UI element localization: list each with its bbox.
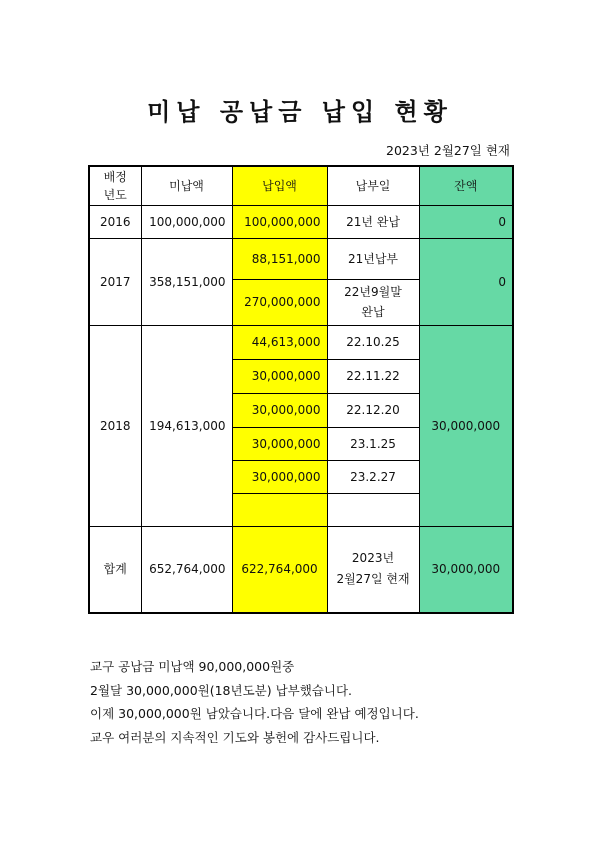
- pay-date-cell: 21년 완납: [327, 206, 419, 239]
- note-line: 교우 여러분의 지속적인 기도와 봉헌에 감사드립니다.: [90, 729, 380, 745]
- balance-cell: 30,000,000: [419, 326, 513, 527]
- total-label: 합계: [89, 527, 141, 613]
- table-row: [89, 239, 513, 280]
- year-cell: 2018: [89, 326, 141, 527]
- year-cell: 2017: [89, 239, 141, 326]
- pay-date-cell: 22년9월말 완납: [327, 280, 419, 326]
- notes-block: [90, 655, 419, 749]
- note-line: 이제 30,000,000원 남았습니다.다음 달에 완납 예정입니다.: [90, 706, 419, 721]
- header-balance: 잔액: [419, 166, 513, 206]
- pay-date-cell: 22.12.20: [327, 394, 419, 428]
- header-year: 배정 년도: [89, 166, 141, 206]
- paid-cell: 88,151,000: [232, 239, 327, 280]
- balance-cell: 0: [419, 206, 513, 239]
- year-cell: 2016: [89, 206, 141, 239]
- document-title: 미납 공납금 납입 현황: [147, 98, 453, 126]
- paid-cell: 44,613,000: [232, 326, 327, 360]
- total-date: 2023년 2월27일 현재: [327, 527, 419, 613]
- header-paid: 납입액: [232, 166, 327, 206]
- total-balance: 30,000,000: [419, 527, 513, 613]
- note-line: 2월달 30,000,000원(18년도분) 납부했습니다.: [90, 682, 353, 698]
- paid-cell: 270,000,000: [232, 280, 327, 326]
- header-row: [89, 166, 513, 206]
- total-paid: 622,764,000: [232, 527, 327, 613]
- unpaid-cell: 194,613,000: [141, 326, 232, 527]
- pay-date-cell: 23.2.27: [327, 461, 419, 494]
- payment-status-table: [88, 165, 514, 614]
- pay-date-cell: 23.1.25: [327, 428, 419, 461]
- pay-date-cell: 22.11.22: [327, 360, 419, 394]
- paid-cell-empty: [232, 494, 327, 527]
- as-of-date: 2023년 2월27일 현재: [386, 143, 510, 158]
- pay-date-cell-empty: [327, 494, 419, 527]
- paid-cell: 30,000,000: [232, 428, 327, 461]
- paid-cell: 30,000,000: [232, 394, 327, 428]
- paid-cell: 30,000,000: [232, 360, 327, 394]
- paid-cell: 100,000,000: [232, 206, 327, 239]
- unpaid-cell: 358,151,000: [141, 239, 232, 326]
- table-row: [89, 326, 513, 360]
- header-pay-date: 납부일: [327, 166, 419, 206]
- pay-date-cell: 21년납부: [327, 239, 419, 280]
- paid-cell: 30,000,000: [232, 461, 327, 494]
- balance-cell: 0: [419, 239, 513, 326]
- total-row: [89, 527, 513, 613]
- note-line: 교구 공납금 미납액 90,000,000원중: [90, 659, 295, 674]
- table-row: [89, 206, 513, 239]
- header-unpaid: 미납액: [141, 166, 232, 206]
- unpaid-cell: 100,000,000: [141, 206, 232, 239]
- total-unpaid: 652,764,000: [141, 527, 232, 613]
- pay-date-cell: 22.10.25: [327, 326, 419, 360]
